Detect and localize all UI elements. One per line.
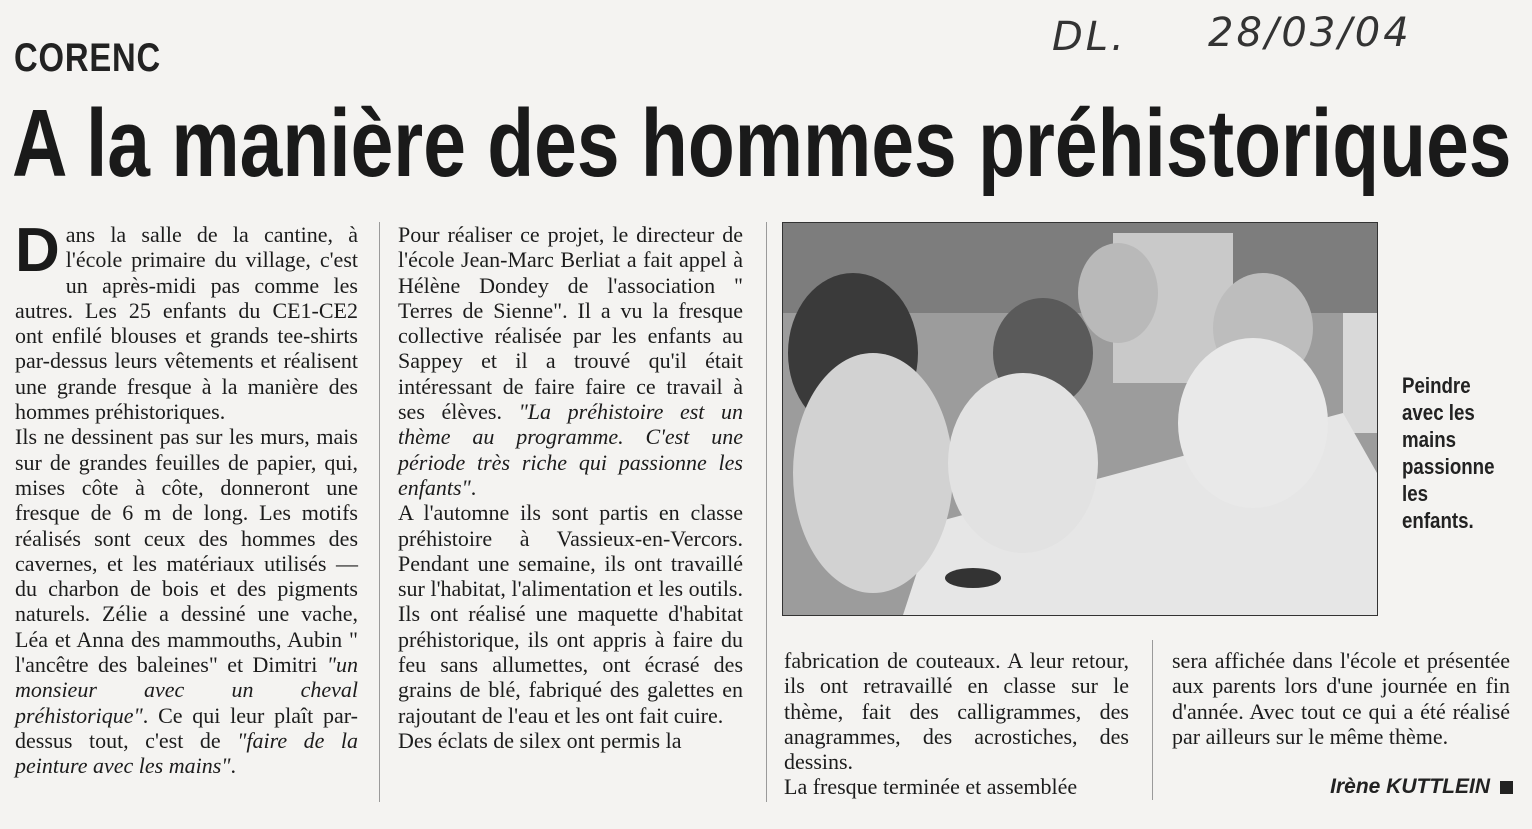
photo-caption: Peindre avec les mains passionne les enfants.	[1402, 373, 1495, 533]
paragraph-2: Ils ne dessinent pas sur les murs, mais sur de grandes feuilles de papier, qui, mises côte à côte, donneront une fresque de 6 m de long. Les motifs réalisés sont ceux des hommes des cavernes, et les matériaux utilisés — du charbon de bois et des pigments naturels. Zélie a dessiné une vache, Léa et Anna des mammouths, Aubin " l'ancêtre des baleines" et Dimitri "un monsieur avec un cheval préhistorique". Ce qui leur plaît par-dessus tout, c'est de "faire de la peinture avec les mains".	[15, 424, 359, 779]
column-rule	[379, 222, 380, 802]
paragraph-8: sera affichée dans l'école et présentée aux parents lors d'une journée en fin d'année. Avec tout ce qui a été réalisé par ailleurs sur le même thème.	[1172, 648, 1510, 749]
handwritten-source: DL.	[1052, 14, 1127, 60]
paragraph-5: Des éclats de silex ont permis la	[398, 727, 682, 753]
author-byline: Irène KUTTLEIN	[1330, 775, 1490, 798]
column-rule	[766, 222, 767, 802]
column-3	[784, 648, 1129, 800]
column-rule	[1152, 640, 1153, 800]
headline: A la manière des hommes préhistoriques	[12, 90, 1512, 197]
end-mark-icon	[1500, 781, 1513, 794]
paragraph-7: La fresque terminée et assemblée	[784, 774, 1078, 800]
column-1	[15, 216, 359, 779]
paragraph-3: Pour réaliser ce projet, le directeur de l'école Jean-Marc Berliat a fait appel à Hélène Dondey de l'association " Terres de Sienne". Il a vu la fresque collective réalisée par les enfants au Sappey et il a trouvé qu'il était intéressant de faire faire ce travail à ses élèves. "La préhistoire est un thème au programme. C'est une période très riche qui passionne les enfants".	[398, 222, 743, 500]
section-label: CORENC	[14, 36, 162, 80]
handwritten-date: 28/03/04	[1208, 10, 1412, 56]
column-4	[1172, 648, 1510, 749]
column-2	[398, 222, 743, 753]
paragraph-6: fabrication de couteaux. A leur retour, ils ont retravaillé en classe sur le thème, fait des calligrammes, des anagrammes, des acrostiches, des dessins.	[784, 648, 1129, 775]
paragraph-4: A l'automne ils sont partis en classe préhistoire à Vassieux-en-Vercors. Pendant une semaine, ils ont travaillé sur l'habitat, l'alimentation et les outils. Ils ont réalisé une maquette d'habitat préhistorique, ils ont appris à faire du feu sans allumettes, ont écrasé des grains de blé, fabriqué des galettes en rajoutant de l'eau et les ont fait cuire.	[398, 500, 743, 728]
paragraph-1: Dans la salle de la cantine, à l'école primaire du village, c'est un après-midi pas comme les autres. Les 25 enfants du CE1-CE2 ont enfilé blouses et grands tee-shirts par-dessus leurs vêtements et réalisent une grande fresque à la manière des hommes préhistoriques.	[15, 216, 358, 425]
drop-cap: D	[15, 216, 60, 285]
photo-children-painting	[782, 222, 1378, 616]
photo-image	[783, 223, 1377, 615]
